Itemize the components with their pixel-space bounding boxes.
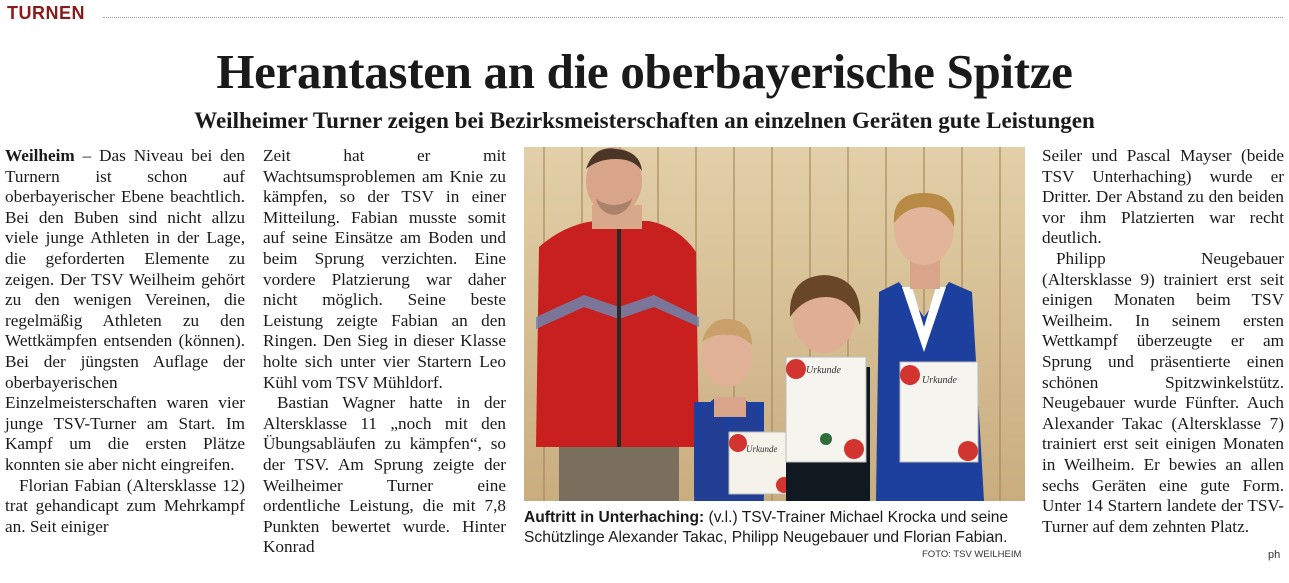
certificate-label-1: Urkunde bbox=[746, 444, 778, 454]
headline: Herantasten an die oberbayerische Spitze bbox=[216, 44, 1073, 99]
article-paragraph bbox=[5, 146, 245, 476]
article-paragraph: Bastian Wagner hatte in der Altersklasse 11 „noch mit den Übungsabläufen zu kämpfen“, so der TSV. Am Sprung zeigte der Weilheimer Turner eine ordentliche Leistung, die mit 7,8 Punkten bewertet wurde. Hinter Konrad bbox=[263, 393, 506, 557]
author-initials: ph bbox=[1268, 549, 1281, 561]
dateline: Weilheim bbox=[5, 146, 75, 165]
certificate-label-2: Urkunde bbox=[806, 365, 841, 376]
article-column-1 bbox=[5, 146, 245, 537]
article-paragraph: Florian Fabian (Altersklasse 12) trat gehandicapt zum Mehrkampf an. Seit einiger bbox=[5, 475, 245, 536]
rubric-dotted-rule bbox=[103, 17, 1283, 18]
team-photo-illustration bbox=[524, 147, 1025, 501]
caption-lead: Auftritt in Unterhaching: bbox=[524, 509, 705, 526]
photo-caption bbox=[524, 508, 1029, 548]
subheadline: Weilheimer Turner zeigen bei Bezirksmeisterschaften an einzelnen Geräten gute Leistungen bbox=[194, 108, 1095, 133]
caption-text: (v.l.) TSV-Trainer Michael Krocka und seine Schützlinge Alexander Takac, Philipp Neugebauer und Florian Fabian. bbox=[524, 509, 1009, 546]
section-rubric: TURNEN bbox=[7, 3, 85, 23]
column-1-lead-text: – Das Niveau bei den Turnern ist schon auf oberbayerischer Ebene beachtlich. Bei den Buben sind nicht allzu viele junge Athleten in der Lage, die geforderten Elemente zu zeigen. Der TSV Weilheim gehört zu den wenigen Vereinen, die regelmäßig Athleten zu den Wettkämpfen entsenden (können). Bei der jüngsten Auflage der oberbayerischen Einzelmeisterschaften waren vier junge TSV-Turner am Start. Im Kampf um die ersten Plätze konnten sie aber nicht eingreifen. bbox=[5, 146, 245, 474]
article-column-4 bbox=[1042, 146, 1284, 537]
article-column-2 bbox=[263, 146, 506, 558]
photo-credit: FOTO: TSV WEILHEIM bbox=[922, 549, 1022, 560]
article-paragraph: Philipp Neugebauer (Altersklasse 9) trainiert erst seit einigen Monaten beim TSV Weilheim. In seinem ersten Wettkampf überzeugte er am Sprung und präsentierte einen schönen Spitzwinkelstütz. Neugebauer wurde Fünfter. Auch Alexander Takac (Altersklasse 7) trainiert erst seit einigen Monaten in Weilheim. Er bewies an allen sechs Geräten eine gute Form. Unter 14 Startern landete der TSV-Turner auf dem zehnten Platz. bbox=[1042, 248, 1284, 536]
team-photo bbox=[524, 147, 1025, 501]
certificate-label-3: Urkunde bbox=[922, 375, 957, 386]
article-paragraph: Zeit hat er mit Wachtsumsproblemen am Knie zu kämpfen, so der TSV in einer Mitteilung. Fabian musste somit auf seine Einsätze am Boden und beim Sprung verzichten. Eine vordere Platzierung war daher nicht möglich. Seine beste Leistung zeigte Fabian an den Ringen. Den Sieg in dieser Klasse holte sich unter vier Startern Leo Kühl vom TSV Mühldorf. bbox=[263, 146, 506, 392]
article-paragraph: Seiler und Pascal Mayser (beide TSV Unterhaching) wurde er Dritter. Der Abstand zu den beiden vor ihm Platzierten war recht deutlich. bbox=[1042, 146, 1284, 248]
athlete-philipp-figure bbox=[786, 275, 870, 501]
